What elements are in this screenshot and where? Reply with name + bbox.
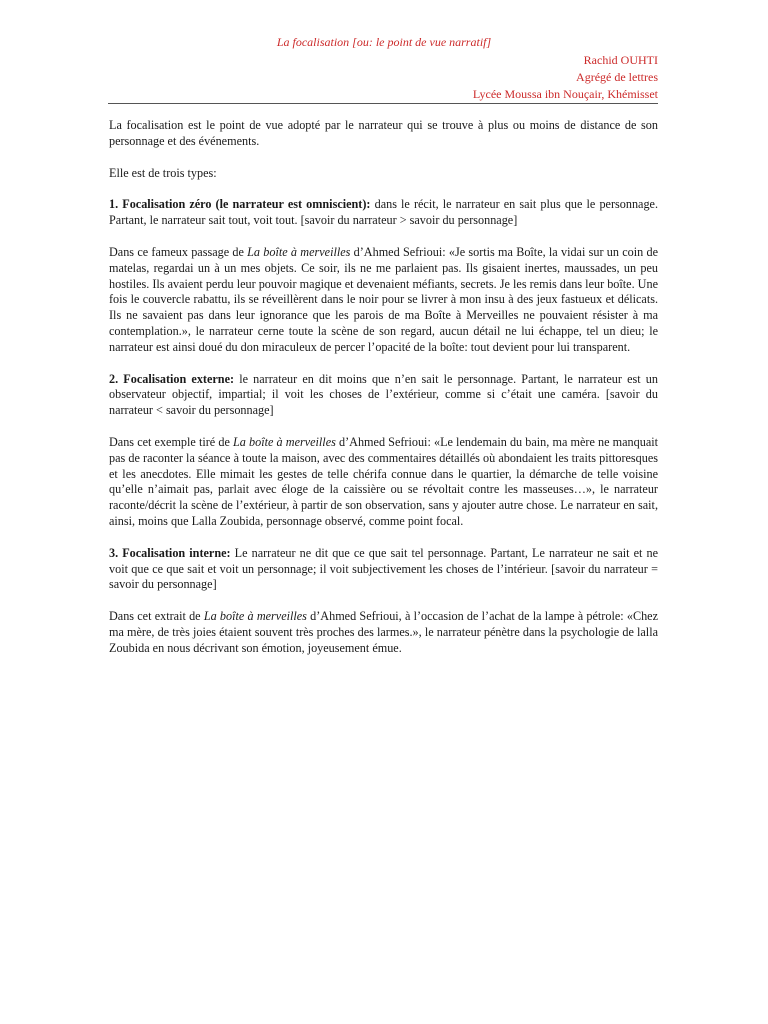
document-title: La focalisation [ou: le point de vue narratif] — [276, 35, 492, 49]
example-text: d’Ahmed Sefrioui, à l’occasion de l’achat de la lampe à pétrole: «Chez ma mère, de très joies étaient souvent très proches des larmes.», le narrateur pénètre dans la psychologie de lalla Zoubida en nous décrivant son émotion, joyeusement émue. — [109, 609, 658, 655]
book-title: La boîte à merveilles — [247, 244, 351, 259]
types-intro-paragraph: Elle est de trois types: — [109, 165, 217, 180]
focalisation-zero-text: dans le récit, le narrateur en sait plus que le personnage. Partant, le narrateur sait tout, voit tout. [savoir du narrateur > savoir du personnage] — [109, 197, 658, 228]
author-degree: Agrégé de lettres — [576, 70, 658, 84]
focalisation-interne-text: Le narrateur ne dit que ce que sait tel personnage. Partant, Le narrateur ne sait et ne voit que ce que sait et voit un personnage; il voit subjectivement les choses de l’intérieur. [savoir du narrateur = savoir du personnage] — [109, 545, 658, 592]
intro-paragraph: La focalisation est le point de vue adopté par le narrateur qui se trouve à plus ou moins de distance de son personnage et des événements. — [109, 118, 658, 148]
focalisation-interne-heading: 3. Focalisation interne: — [109, 545, 231, 560]
focalisation-zero-heading: 1. Focalisation zéro (le narrateur est omniscient): — [109, 197, 371, 212]
book-title: La boîte à merveilles — [233, 434, 336, 449]
focalisation-interne-definition — [109, 546, 658, 593]
focalisation-externe-definition — [109, 372, 658, 419]
focalisation-zero-definition — [109, 197, 658, 229]
author-name: Rachid OUHTI — [583, 53, 658, 67]
example-intro: Dans ce fameux passage de — [109, 244, 248, 259]
focalisation-externe-example — [109, 435, 658, 530]
example-intro: Dans cet extrait de — [109, 609, 204, 624]
focalisation-externe-heading: 2. Focalisation externe: — [109, 371, 235, 386]
example-intro: Dans cet exemple tiré de — [109, 434, 233, 449]
focalisation-interne-example — [109, 609, 658, 656]
author-school: Lycée Moussa ibn Nouçair, Khémisset — [472, 87, 658, 101]
example-text: d’Ahmed Sefrioui: «Le lendemain du bain, ma mère ne manquait pas de raconter la séance à toute la maison, avec des commentaires détaillés où abondaient les traits pittoresques et les anecdotes. Elle mimait les gestes de telle chérifa connue dans le quartier, la démarche de telle voisine qu’elle n’aimait pas, parlait avec éloge de la caissière ou se révoltait contre les masseuses…», le narrateur raconte/décrit la scène de l’extérieur, à partir de son observation, sans y ajouter autre chose. Le narrateur en sait, ainsi, moins que Lalla Zoubida, personnage observé, comme point focal. — [109, 434, 659, 528]
document-body — [109, 118, 658, 673]
focalisation-externe-text: le narrateur en dit moins que n’en sait le personnage. Partant, le narrateur est un observateur objectif, impartial; il voit les choses de l’extérieur, comme si c’était une caméra. [savoir du narrateur < savoir du personnage] — [109, 371, 658, 418]
author-block — [473, 52, 658, 103]
header-divider — [108, 103, 658, 104]
book-title: La boîte à merveilles — [203, 609, 307, 624]
focalisation-zero-example — [109, 245, 658, 356]
example-text: d’Ahmed Sefrioui: «Je sortis ma Boîte, la vidai sur un coin de matelas, regardai un à un mes objets. Ce soir, ils ne me parlaient pas. Ils gisaient inertes, maussades, un peu hostiles. Ils avaient perdu leur pouvoir magique et devenaient méfiants, secrets. Je les remis dans leur boîte. Une fois le couvercle rabattu, ils se réveillèrent dans le noir pour se livrer à mon insu à des jeux fastueux et délicats. Ils ne savaient pas dans leur ignorance que les parois de ma Boîte à Merveilles ne pouvaient résister à ma contemplation.», le narrateur cerne toute la scène de son regard, aucun détail ne lui échappe, tel un dieu; le narrateur est ainsi doué du don miraculeux de percer l’opacité de la boîte: tout devient pour lui transparent. — [109, 244, 658, 354]
